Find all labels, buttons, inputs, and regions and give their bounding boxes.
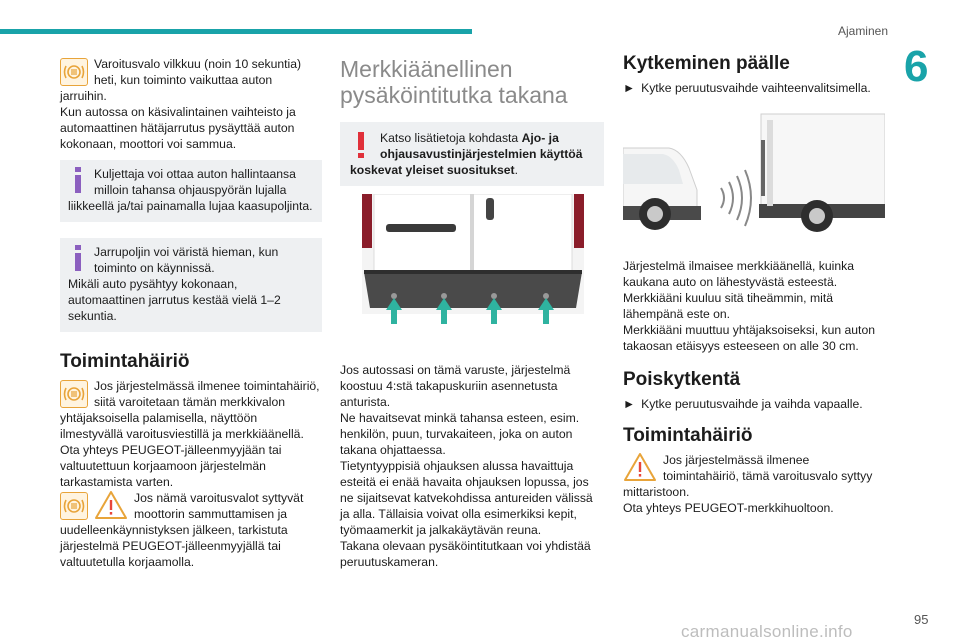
instruction-step	[623, 396, 885, 412]
info-note	[60, 160, 322, 222]
exclamation-icon	[350, 130, 372, 160]
chapter-number: 6	[904, 42, 929, 91]
info-note	[60, 238, 322, 332]
warning-triangle-icon	[623, 452, 657, 482]
section-title: Ajaminen	[837, 24, 888, 38]
instruction-step	[623, 80, 885, 96]
watermark: carmanualsonline.info	[681, 622, 853, 640]
paragraph: Järjestelmä ilmaisee merkkiäänellä, kuinka kaukana auto on lähestyvästä esteestä.	[623, 259, 854, 289]
alert-note	[340, 122, 604, 186]
alert-text-prefix: Katso lisätietoja kohdasta	[380, 131, 522, 145]
paragraph: Ota yhteys PEUGEOT-merkkihuoltoon.	[623, 501, 834, 515]
paragraph: Ota yhteys PEUGEOT-jälleenmyyjään tai valtuutettuun korjaamoon järjestelmän tarkastamista varten.	[60, 443, 282, 489]
section-heading: Toimintahäiriö	[60, 351, 190, 372]
paragraph: Varoitusvalo vilkkuu (noin 10 sekuntia) heti, kun toiminto vaikuttaa auton jarruihin.	[60, 57, 302, 103]
step-text: Kytke peruutusvaihde ja vaihda vapaalle.	[641, 397, 863, 411]
paragraph: Merkkiääni kuuluu sitä tiheämmin, mitä lähempänä este on.	[623, 291, 833, 321]
paragraph: Jos nämä varoitusvalot syttyvät moottorin sammuttamisen ja uudelleenkäynnistyksen jälkeen, tarkistuta järjestelmä PEUGEOT-jälleenmyyjällä tai valtuutetulla korjaamolla.	[60, 491, 304, 569]
brake-assist-warning-icon	[60, 58, 88, 86]
paragraph: Jos järjestelmässä ilmenee toimintahäiriö, tämä varoitusvalo syttyy mittaristoon.	[623, 453, 873, 499]
alert-text-suffix: .	[514, 163, 519, 177]
section-heading: Toimintahäiriö	[623, 425, 753, 446]
section-heading: Kytkeminen päälle	[623, 53, 790, 74]
column-right	[623, 53, 885, 516]
info-icon	[72, 245, 84, 271]
paragraph: Takana olevaan pysäköintitutkaan voi yhdistää peruutuskameran.	[340, 539, 591, 569]
info-icon	[72, 167, 84, 193]
column-middle	[340, 56, 604, 570]
alert-text	[350, 130, 596, 178]
rear-bumper-sensors-illustration	[340, 194, 604, 334]
note-text: Kuljettaja voi ottaa auton hallintaansa milloin tahansa ohjauspyörän lujalla liikkeellä ja/tai painamalla lujaa kaasupoljinta.	[68, 167, 313, 213]
paragraph: Kun autossa on käsivalintainen vaihteisto ja automaattinen hätäjarrutus pysäyttää auton kokonaan, moottori voi sammua.	[60, 105, 296, 151]
vans-parking-illustration	[623, 110, 885, 236]
alert-link-text: Ajo- ja ohjausavustinjärjestelmien käyttöä koskevat yleiset suositukset	[350, 131, 583, 177]
restart-warning-block	[60, 490, 322, 570]
malfunction-block	[60, 378, 322, 442]
page-heading: Merkkiäänellinen pysäköintitutka takana	[340, 56, 568, 108]
column-left	[60, 56, 322, 570]
step-text: Kytke peruutusvaihde vaihteenvalitsimella.	[641, 81, 871, 95]
paragraph: Merkkiääni muuttuu yhtäjaksoiseksi, kun auton takaosan etäisyys esteeseen on alle 30 cm.	[623, 323, 876, 353]
step-arrow-icon: ►	[623, 81, 636, 95]
header-accent-bar	[0, 29, 472, 34]
brake-warning-block	[60, 56, 322, 104]
brake-assist-warning-icon	[60, 492, 88, 520]
section-heading: Poiskytkentä	[623, 369, 741, 390]
malfunction-block	[623, 452, 885, 500]
paragraph: Tietyntyyppisiä ohjauksen alussa havaittuja esteitä ei enää havaita ohjauksen lopussa, jos ne sijaitsevat katvekohdissa antureiden välissä ja alla. Tällaisia voivat olla esimerkiksi kepit, työmaamerkit ja jalkakäytävän reuna.	[340, 459, 593, 537]
page-number: 95	[914, 612, 929, 627]
brake-assist-warning-icon	[60, 380, 88, 408]
note-text: Mikäli auto pysähtyy kokonaan, automaattinen jarrutus kestää vielä 1–2 sekuntia.	[68, 277, 281, 323]
note-text: Jarrupoljin voi väristä hieman, kun toiminto on käynnissä.	[94, 245, 279, 275]
warning-triangle-icon	[94, 490, 128, 520]
paragraph: Jos autossasi on tämä varuste, järjestelmä koostuu 4:stä takapuskuriin asennetusta anturista.	[340, 363, 571, 409]
paragraph: Jos järjestelmässä ilmenee toimintahäiriö, siitä varoitetaan tämän merkkivalon yhtäjaksoisella palamisella, näyttöön ilmestyvällä varoitusviestillä ja merkkiäänellä.	[60, 379, 320, 441]
step-arrow-icon: ►	[623, 397, 636, 411]
paragraph: Ne havaitsevat minkä tahansa esteen, esim. henkilön, puun, turvakaiteen, joka on auton takana ohjattaessa.	[340, 411, 580, 457]
